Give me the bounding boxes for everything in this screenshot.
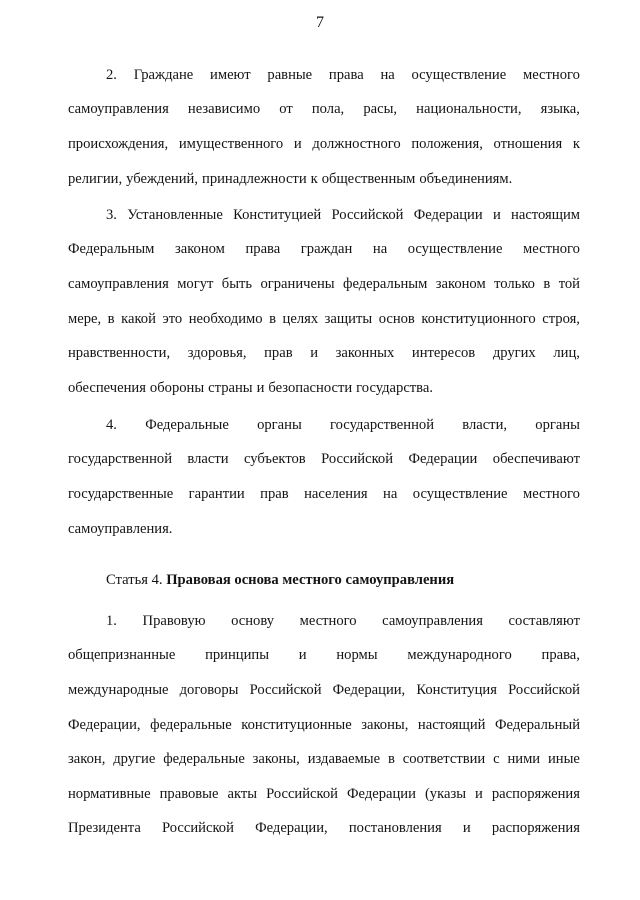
article-heading bbox=[106, 572, 454, 589]
text-line: Федеральным законом права граждан на осуществление местного bbox=[68, 241, 580, 258]
text-line: общепризнанные принципы и нормы международного права, bbox=[68, 647, 580, 664]
text-line: происхождения, имущественного и должностного положения, отношения к bbox=[68, 135, 580, 152]
text-line: мере, в какой это необходимо в целях защиты основ конституционного строя, bbox=[68, 310, 580, 327]
paragraph-2 bbox=[68, 58, 580, 196]
text-line: 4. Федеральные органы государственной власти, органы bbox=[106, 416, 580, 433]
text-line: закон, другие федеральные законы, издаваемые в соответствии с ними иные bbox=[68, 751, 580, 768]
text-line: нравственности, здоровья, прав и законных интересов других лиц, bbox=[68, 345, 580, 362]
text-line: самоуправления независимо от пола, расы, национальности, языка, bbox=[68, 101, 580, 118]
text-line: государственной власти субъектов Российской Федерации обеспечивают bbox=[68, 451, 580, 468]
text-line: Федерации, федеральные конституционные законы, настоящий Федеральный bbox=[68, 716, 580, 733]
text-line: государственные гарантии прав населения на осуществление местного bbox=[68, 485, 580, 502]
article-paragraph-1 bbox=[68, 604, 580, 846]
text-line: религии, убеждений, принадлежности к общественным объединениям. bbox=[68, 170, 513, 187]
text-line: 1. Правовую основу местного самоуправления составляют bbox=[106, 612, 580, 629]
article-prefix: Статья 4. bbox=[106, 572, 163, 588]
text-line: обеспечения обороны страны и безопасности государства. bbox=[68, 379, 433, 396]
paragraph-3 bbox=[68, 198, 580, 406]
text-line: нормативные правовые акты Российской Федерации (указы и распоряжения bbox=[68, 785, 580, 802]
text-line: международные договоры Российской Федерации, Конституция Российской bbox=[68, 681, 580, 698]
text-line: самоуправления могут быть ограничены федеральным законом только в той bbox=[68, 275, 580, 292]
text-line: 3. Установленные Конституцией Российской Федерации и настоящим bbox=[106, 206, 580, 223]
article-title: Правовая основа местного самоуправления bbox=[166, 572, 455, 588]
page-number: 7 bbox=[316, 14, 324, 31]
text-line: Президента Российской Федерации, постановления и распоряжения bbox=[68, 820, 580, 837]
paragraph-4 bbox=[68, 408, 580, 546]
text-line: самоуправления. bbox=[68, 520, 173, 537]
text-line: 2. Граждане имеют равные права на осуществление местного bbox=[106, 66, 580, 83]
